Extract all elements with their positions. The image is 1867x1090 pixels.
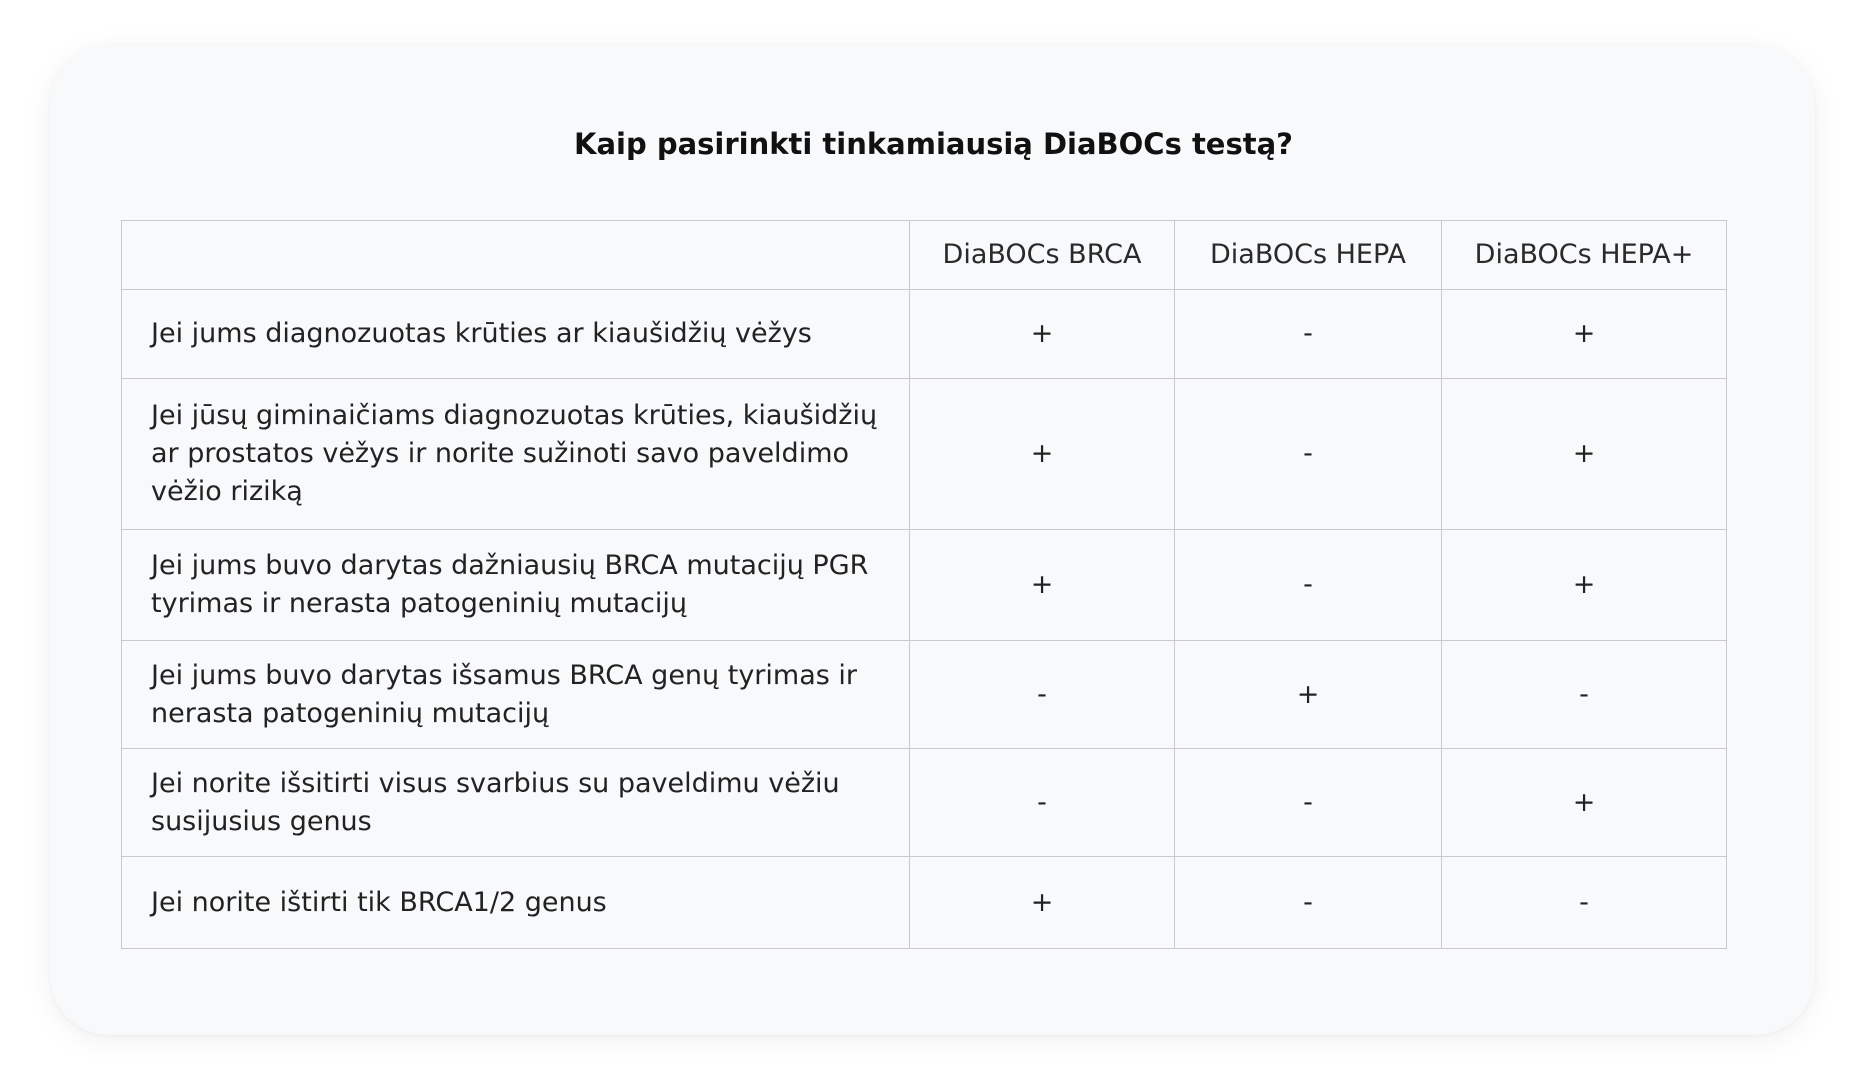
header-cell-hepa: DiaBOCs HEPA	[1175, 221, 1442, 290]
table-row	[122, 641, 1727, 749]
value-cell-brca: +	[910, 530, 1175, 641]
page-title: Kaip pasirinkti tinkamiausią DiaBOCs testą?	[573, 127, 1293, 161]
value-cell-hepa: -	[1175, 379, 1442, 530]
value-cell-brca: -	[910, 641, 1175, 749]
question-cell: Jei jums buvo darytas išsamus BRCA genų tyrimas ir nerasta patogeninių mutacijų	[122, 641, 910, 749]
table-header-row	[122, 221, 1727, 290]
comparison-table	[121, 220, 1727, 949]
table-row	[122, 290, 1727, 379]
value-cell-brca: +	[910, 857, 1175, 949]
value-cell-brca: +	[910, 290, 1175, 379]
value-cell-hepa-plus: +	[1442, 379, 1727, 530]
header-cell-hepa-plus: DiaBOCs HEPA+	[1442, 221, 1727, 290]
value-cell-hepa-plus: -	[1442, 857, 1727, 949]
value-cell-hepa-plus: -	[1442, 641, 1727, 749]
value-cell-hepa: -	[1175, 290, 1442, 379]
value-cell-hepa-plus: +	[1442, 749, 1727, 857]
value-cell-hepa-plus: +	[1442, 530, 1727, 641]
question-cell: Jei norite ištirti tik BRCA1/2 genus	[122, 857, 910, 949]
header-cell-empty	[122, 221, 910, 290]
value-cell-hepa: -	[1175, 530, 1442, 641]
value-cell-hepa: -	[1175, 857, 1442, 949]
table-row	[122, 749, 1727, 857]
question-cell: Jei jums buvo darytas dažniausių BRCA mutacijų PGR tyrimas ir nerasta patogeninių mutacijų	[122, 530, 910, 641]
value-cell-brca: -	[910, 749, 1175, 857]
table-row	[122, 379, 1727, 530]
header-cell-brca: DiaBOCs BRCA	[910, 221, 1175, 290]
value-cell-hepa: +	[1175, 641, 1442, 749]
value-cell-hepa-plus: +	[1442, 290, 1727, 379]
value-cell-hepa: -	[1175, 749, 1442, 857]
value-cell-brca: +	[910, 379, 1175, 530]
table-row	[122, 530, 1727, 641]
question-cell: Jei norite išsitirti visus svarbius su paveldimu vėžiu susijusius genus	[122, 749, 910, 857]
question-cell: Jei jūsų giminaičiams diagnozuotas krūties, kiaušidžių ar prostatos vėžys ir norite sužinoti savo paveldimo vėžio riziką	[122, 379, 910, 530]
table-row	[122, 857, 1727, 949]
question-cell: Jei jums diagnozuotas krūties ar kiaušidžių vėžys	[122, 290, 910, 379]
